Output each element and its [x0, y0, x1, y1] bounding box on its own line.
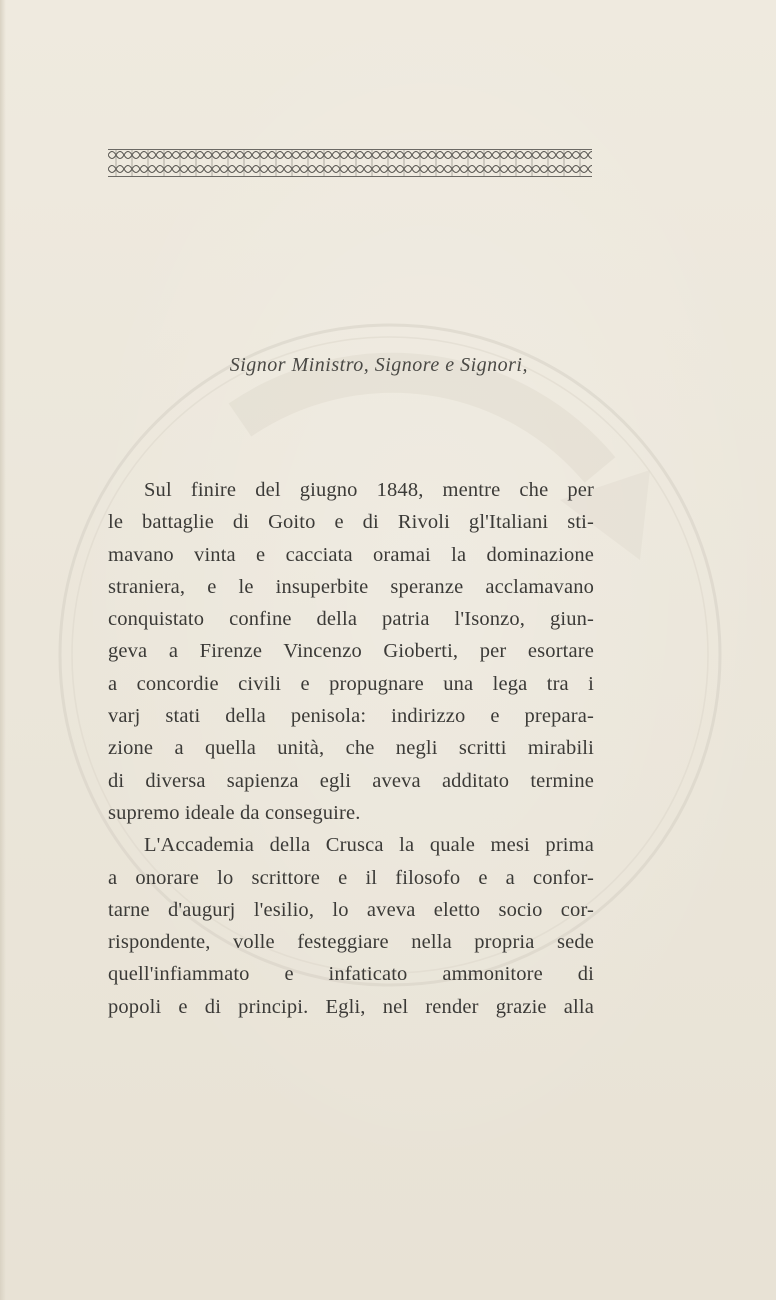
salutation-text: Signor Ministro, Signore e Signori, [229, 354, 528, 376]
decorative-header-band [108, 148, 592, 178]
text-line: a concordie civili e propugnare una lega tra i [108, 672, 594, 695]
text-line: supremo ideale da conseguire. [108, 801, 361, 824]
text-line: quell'infiammato e infaticato ammonitore di [108, 963, 594, 986]
text-line: le battaglie di Goito e di Rivoli gl'Italiani sti- [108, 511, 594, 534]
text-line: varj stati della penisola: indirizzo e prepara- [108, 705, 594, 728]
text-line: a onorare lo scrittore e il filosofo e a confor- [108, 866, 594, 889]
salutation [0, 354, 700, 377]
text-line: di diversa sapienza egli aveva additato termine [108, 769, 594, 792]
text-line: rispondente, volle festeggiare nella propria sede [108, 931, 594, 954]
paragraph-1 [108, 474, 594, 829]
page-edge-shadow [0, 0, 6, 1300]
text-line: mavano vinta e cacciata oramai la dominazione [108, 543, 594, 566]
text-line: L'Accademia della Crusca la quale mesi prima [144, 834, 594, 857]
paragraph-2 [108, 829, 594, 1023]
text-line: Sul finire del giugno 1848, mentre che per [144, 479, 594, 501]
text-line: geva a Firenze Vincenzo Gioberti, per esortare [108, 640, 594, 663]
body-text [108, 474, 594, 1023]
text-line: conquistato confine della patria l'Isonzo, giun- [108, 608, 594, 631]
text-line: zione a quella unità, che negli scritti mirabili [108, 737, 594, 760]
text-line: popoli e di principi. Egli, nel render grazie alla [108, 995, 594, 1018]
text-line: straniera, e le insuperbite speranze acclamavano [108, 575, 594, 598]
text-line: tarne d'augurj l'esilio, lo aveva eletto socio cor- [108, 898, 594, 921]
